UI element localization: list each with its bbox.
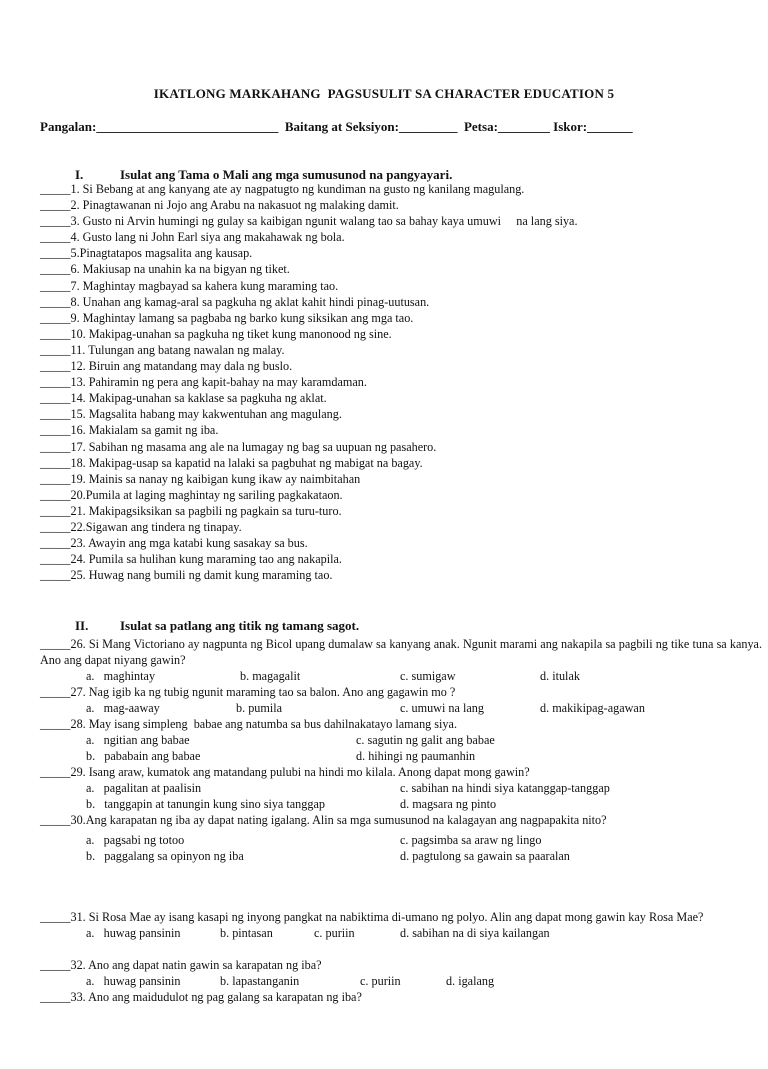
exam-title: IKATLONG MARKAHANG PAGSUSULIT SA CHARACTER EDUCATION 5 xyxy=(153,86,615,101)
options-row xyxy=(40,848,762,864)
true-false-item: _____20.Pumila at laging maghintay ng sariling pagkakataon. xyxy=(40,487,343,502)
true-false-item: _____18. Makipag-usap sa kapatid na lalaki sa pagbuhat ng mabigat na bagay. xyxy=(40,455,423,470)
option-d: d. magsara ng pinto xyxy=(400,797,497,811)
option-c: c. pagsimba sa araw ng lingo xyxy=(400,833,542,847)
section-1-number: I. xyxy=(75,167,84,182)
option-b: b. pintasan xyxy=(220,926,273,940)
question-28 xyxy=(40,716,762,764)
true-false-list xyxy=(40,181,740,583)
true-false-item: _____9. Maghintay lamang sa pagbaba ng barko kung siksikan ang mga tao. xyxy=(40,310,414,325)
true-false-item: _____1. Si Bebang at ang kanyang ate ay nagpatugto ng kundiman na gusto ng kanilang magulang. xyxy=(40,182,525,196)
question-text: _____26. Si Mang Victoriano ay nagpunta ng Bicol upang dumalaw sa kanyang anak. Ngunit marami ang nakapila sa pagbili ng tike tuna sa kanya. Ano ang dapat niyang gawin? xyxy=(40,637,762,667)
option-a: a. huwag pansinin xyxy=(86,926,181,940)
option-d: d. pagtulong sa gawain sa paaralan xyxy=(400,849,570,863)
option-c: c. puriin xyxy=(314,926,355,940)
options-row xyxy=(40,700,762,716)
option-a: a. maghintay xyxy=(86,669,156,683)
option-c: c. sumigaw xyxy=(400,669,456,683)
true-false-item: _____25. Huwag nang bumili ng damit kung maraming tao. xyxy=(40,568,333,583)
true-false-item: _____6. Makiusap na unahin ka na bigyan ng tiket. xyxy=(40,262,290,277)
true-false-item: _____11. Tulungan ang batang nawalan ng malay. xyxy=(40,342,285,357)
question-text: _____33. Ano ang maidudulot ng pag galang sa karapatan ng iba? xyxy=(40,990,362,1004)
question-text: _____32. Ano ang dapat natin gawin sa karapatan ng iba? xyxy=(40,958,322,972)
question-29 xyxy=(40,764,762,812)
question-text: _____30.Ang karapatan ng iba ay dapat nating igalang. Alin sa mga sumusunod na kalagayan ang nagpapakita nito? xyxy=(40,813,607,827)
option-d: d. makikipag-agawan xyxy=(540,701,645,715)
option-b: b. tanggapin at tanungin kung sino siya tanggap xyxy=(86,797,325,811)
option-d: d. itulak xyxy=(540,669,580,683)
true-false-item: _____4. Gusto lang ni John Earl siya ang makahawak ng bola. xyxy=(40,230,345,245)
option-b: b. pumila xyxy=(236,701,283,715)
question-26 xyxy=(40,636,762,684)
option-c: c. puriin xyxy=(360,974,401,988)
option-b: b. lapastanganin xyxy=(220,974,300,988)
true-false-item: _____14. Makipag-unahan sa kaklase sa pagkuha ng aklat. xyxy=(40,391,327,406)
option-b: b. paggalang sa opinyon ng iba xyxy=(86,849,244,863)
option-a: a. ngitian ang babae xyxy=(86,733,190,747)
true-false-item: _____10. Makipag-unahan sa pagkuha ng tiket kung manonood ng sine. xyxy=(40,326,392,341)
true-false-item: _____16. Makialam sa gamit ng iba. xyxy=(40,423,219,438)
true-false-item: _____19. Mainis sa nanay ng kaibigan kung ikaw ay naimbitahan xyxy=(40,471,361,486)
question-31 xyxy=(40,909,762,941)
option-b: b. magagalit xyxy=(240,669,301,683)
question-text: _____29. Isang araw, kumatok ang matandang pulubi na hindi mo kilala. Anong dapat mong gawin? xyxy=(40,765,530,779)
question-30 xyxy=(40,812,762,864)
true-false-item: _____3. Gusto ni Arvin humingi ng gulay sa kaibigan ngunit walang tao sa bahay kaya umuwi na lang siya. xyxy=(40,214,578,229)
question-32 xyxy=(40,957,762,989)
true-false-item: _____7. Maghintay magbayad sa kahera kung maraming tao. xyxy=(40,278,339,293)
options-row xyxy=(40,973,762,989)
option-a: a. pagalitan at paalisin xyxy=(86,781,202,795)
option-c: c. sabihan na hindi siya katanggap-tanggap xyxy=(400,781,610,795)
question-text: _____28. May isang simpleng babae ang natumba sa bus dahilnakatayo lamang siya. xyxy=(40,717,457,731)
options-row xyxy=(40,925,762,941)
option-d: d. sabihan na di siya kailangan xyxy=(400,926,550,940)
question-27 xyxy=(40,684,762,716)
option-c: c. umuwi na lang xyxy=(400,701,484,715)
true-false-item: _____15. Magsalita habang may kakwentuhan ang magulang. xyxy=(40,407,342,422)
section-2-number: II. xyxy=(75,618,89,633)
option-c: c. sagutin ng galit ang babae xyxy=(356,733,495,747)
true-false-item: _____24. Pumila sa hulihan kung maraming tao ang nakapila. xyxy=(40,552,342,567)
option-a: a. mag-aaway xyxy=(86,701,160,715)
true-false-item: _____8. Unahan ang kamag-aral sa pagkuha ng aklat kahit hindi pinag-uutusan. xyxy=(40,294,430,309)
true-false-item: _____12. Biruin ang matandang may dala ng buslo. xyxy=(40,359,293,374)
section-1-instruction: Isulat ang Tama o Mali ang mga sumusunod na pangyayari. xyxy=(120,167,453,182)
true-false-item: _____5.Pinagtatapos magsalita ang kausap. xyxy=(40,246,253,261)
true-false-item: _____23. Awayin ang mga katabi kung sasakay sa bus. xyxy=(40,536,308,551)
option-a: a. huwag pansinin xyxy=(86,974,181,988)
options-row xyxy=(40,796,762,812)
student-info-line: Pangalan:____________________________ Baitang at Seksiyon:_________ Petsa:________ Iskor:_______ xyxy=(40,119,633,134)
true-false-item: _____2. Pinagtawanan ni Jojo ang Arabu na nakasuot ng malaking damit. xyxy=(40,198,399,213)
options-row xyxy=(40,668,762,684)
options-row xyxy=(40,780,762,796)
true-false-item: _____21. Makipagsiksikan sa pagbili ng pagkain sa turu-turo. xyxy=(40,503,342,518)
option-d: d. igalang xyxy=(446,974,495,988)
true-false-item: _____17. Sabihan ng masama ang ale na lumagay ng bag sa uupuan ng pasahero. xyxy=(40,439,437,454)
option-d: d. hihingi ng paumanhin xyxy=(356,749,476,763)
option-a: a. pagsabi ng totoo xyxy=(86,833,185,847)
section-2-instruction: Isulat sa patlang ang titik ng tamang sagot. xyxy=(120,618,360,633)
option-b: b. pababain ang babae xyxy=(86,749,201,763)
question-33 xyxy=(40,989,762,1005)
options-row xyxy=(40,748,762,764)
question-text: _____27. Nag igib ka ng tubig ngunit maraming tao sa balon. Ano ang gagawin mo ? xyxy=(40,685,456,699)
question-text: _____31. Si Rosa Mae ay isang kasapi ng inyong pangkat na nabiktima di-umano ng polyo. Alin ang dapat mong gawin kay Rosa Mae? xyxy=(40,910,704,924)
true-false-item: _____13. Pahiramin ng pera ang kapit-bahay na may karamdaman. xyxy=(40,375,367,390)
options-row xyxy=(40,832,762,848)
true-false-item: _____22.Sigawan ang tindera ng tinapay. xyxy=(40,519,242,534)
options-row xyxy=(40,732,762,748)
